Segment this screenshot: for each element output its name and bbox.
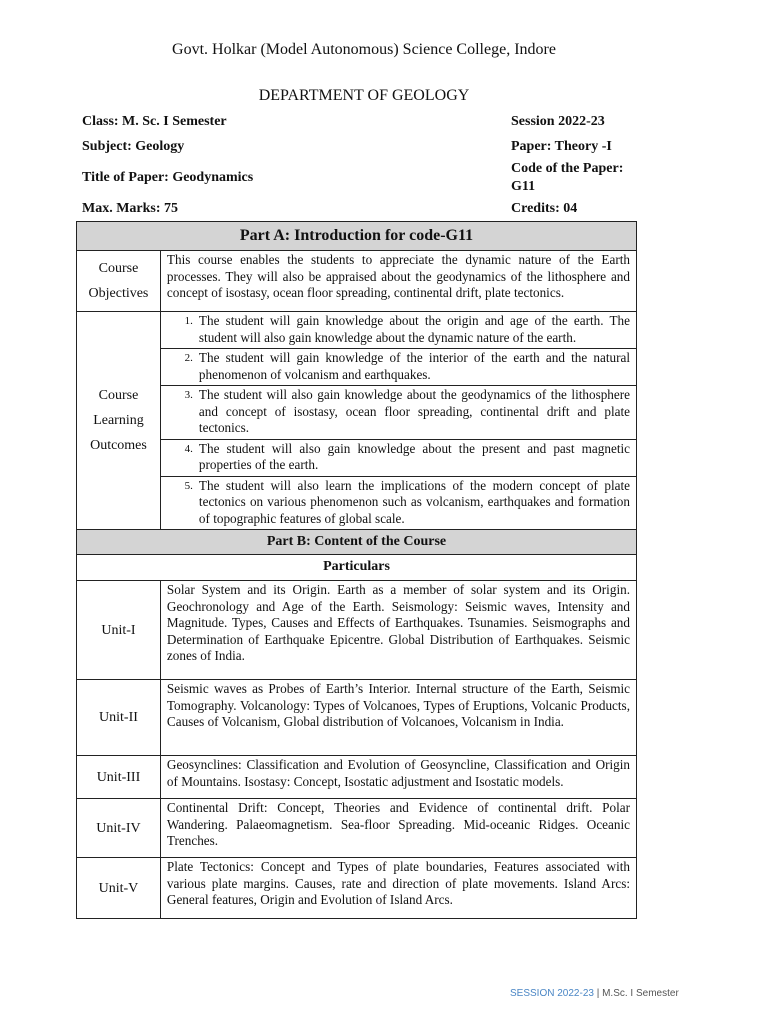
list-item: 3. The student will also gain knowledge about the geodynamics of the lithosphere and concept of isostasy, ocean floor spreading, continental drift and plate tectonics. (161, 386, 636, 440)
unit-label: Unit-III (77, 756, 161, 799)
syllabus-table (76, 221, 637, 919)
paper-code-label: Code of the Paper: (511, 161, 624, 176)
table-row (77, 756, 637, 799)
unit-label: Unit-I (77, 581, 161, 680)
paper-title: Title of Paper: Geodynamics (82, 170, 254, 185)
unit-content: Solar System and its Origin. Earth as a member of solar system and its Origin. Geochronology and Age of the Earth. Seismology: Seismic waves, Intensity and Magnitude. Types, Causes and Effects of Earthquakes. Tsunamies. Seismographs and Determination of Earthquake Epicentre. Global Distribution of Earthquakes. Seismic zones of India. (160, 581, 636, 680)
list-item: 2. The student will gain knowledge of the interior of the earth and the natural phenomenon of volcanism and earthquakes. (161, 349, 636, 386)
footer-separator: | (593, 988, 603, 999)
footer-semester: M.Sc. I Semester (602, 988, 679, 999)
course-outcomes-label: Course Learning Outcomes (77, 312, 161, 530)
department-title: DEPARTMENT OF GEOLOGY (258, 87, 470, 104)
part-b-heading: Part B: Content of the Course (77, 530, 637, 555)
max-marks: Max. Marks: 75 (82, 201, 179, 216)
credits: Credits: 04 (511, 201, 578, 216)
part-a-heading: Part A: Introduction for code-G11 (77, 222, 637, 251)
table-row (77, 680, 637, 756)
course-objectives-label: Course Objectives (77, 251, 161, 312)
unit-content: Seismic waves as Probes of Earth’s Interior. Internal structure of the Earth, Seismic Tomography. Volcanology: Types of Volcanoes, Types of Eruptions, Volcanic Products, Causes of Volcanism, Global distribution of Volcanoes, Volcanism in India. (160, 680, 636, 756)
subject-info: Subject: Geology (82, 139, 185, 154)
table-row (77, 858, 637, 919)
particulars-heading: Particulars (77, 555, 637, 581)
unit-label: Unit-V (77, 858, 161, 919)
footer-session: SESSION 2022-23 (510, 988, 594, 999)
list-item: 5. The student will also learn the implications of the modern concept of plate tectonics on various phenomenon such as volcanism, earthquakes and formation of topographic features of global scale. (184, 477, 630, 526)
table-row (77, 581, 637, 680)
college-name: Govt. Holkar (Model Autonomous) Science College, Indore (172, 41, 556, 58)
unit-label: Unit-II (77, 680, 161, 756)
list-item: 4. The student will also gain knowledge about the present and past magnetic properties of the earth. (161, 440, 636, 477)
course-objectives-text: This course enables the students to appreciate the dynamic nature of the Earth processes. They will also be appraised about the geodynamics of the lithosphere and concept of isostasy, ocean floor spreading, continental drift, plate tectonics. (160, 251, 636, 312)
list-item: 1. The student will gain knowledge about the origin and age of the earth. The student will also gain knowledge about the dynamic nature of the earth. (161, 312, 636, 349)
unit-content: Plate Tectonics: Concept and Types of plate boundaries, Features associated with various plate margins. Causes, rate and direction of plate movements. Island Arcs: General features, Origin and Evolution of Island Arcs. (160, 858, 636, 919)
paper-code-value: G11 (511, 179, 536, 194)
unit-content: Continental Drift: Concept, Theories and Evidence of continental drift. Polar Wandering. Palaeomagnetism. Sea-floor Spreading. Mid-oceanic Ridges. Oceanic Trenches. (160, 799, 636, 858)
course-outcomes-list (160, 312, 636, 530)
session-info: Session 2022-23 (511, 114, 605, 129)
unit-label: Unit-IV (77, 799, 161, 858)
table-row (77, 799, 637, 858)
class-info: Class: M. Sc. I Semester (82, 114, 227, 129)
paper-info: Paper: Theory -I (511, 139, 612, 154)
unit-content: Geosynclines: Classification and Evolution of Geosyncline, Classification and Origin of Mountains. Isostasy: Concept, Isostatic adjustment and Isostatic models. (160, 756, 636, 799)
page-footer (510, 988, 679, 999)
